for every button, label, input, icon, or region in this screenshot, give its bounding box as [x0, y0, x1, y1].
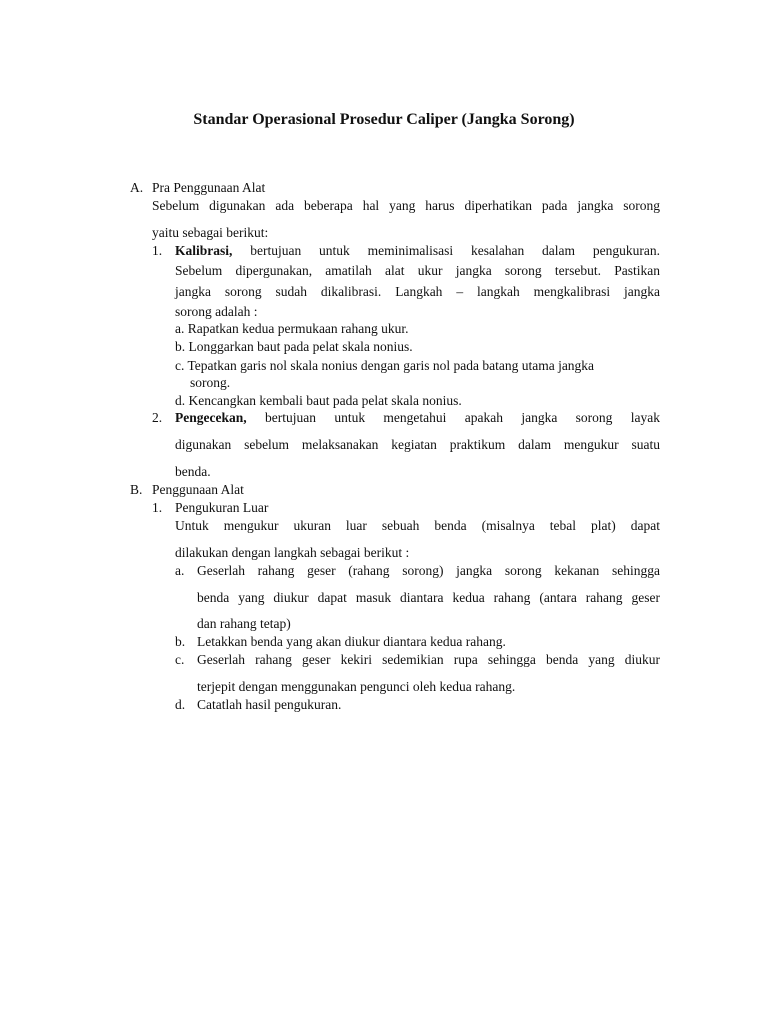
calibration-step: d. Kencangkan kembali baut pada pelat skala nonius. — [175, 393, 462, 408]
step-line: Geserlah rahang geser (rahang sorong) jangka sorong kekanan sehingga — [197, 563, 660, 578]
section-a-intro-line: Sebelum digunakan ada beberapa hal yang harus diperhatikan pada jangka sorong — [152, 198, 660, 213]
pengecekan-text: bertujuan untuk mengetahui apakah jangka sorong layak — [264, 410, 661, 425]
step-line: terjepit dengan menggunakan pengunci oleh kedua rahang. — [197, 679, 516, 694]
calibration-step-continued: sorong. — [190, 375, 231, 390]
list-number: 1. — [152, 243, 163, 258]
step-marker: b. — [175, 634, 186, 649]
calibration-step: b. Longgarkan baut pada pelat skala nonius. — [175, 339, 413, 354]
subsection-heading: Pengukuran Luar — [175, 500, 269, 515]
list-number: 2. — [152, 410, 163, 425]
step-line: benda yang diukur dapat masuk diantara kedua rahang (antara rahang geser — [197, 590, 660, 605]
kalibrasi-term: Kalibrasi, — [175, 243, 233, 258]
document-title: Standar Operasional Prosedur Caliper (Jangka Sorong) — [193, 111, 575, 128]
step-marker: d. — [175, 697, 186, 712]
paragraph-line: Untuk mengukur ukuran luar sebuah benda (misalnya tebal plat) dapat — [175, 518, 660, 533]
paragraph-line: digunakan sebelum melaksanakan kegiatan praktikum dalam mengukur suatu — [175, 437, 660, 452]
section-a-intro-line: yaitu sebagai berikut: — [152, 225, 269, 240]
calibration-step: a. Rapatkan kedua permukaan rahang ukur. — [175, 321, 409, 336]
paragraph-line: jangka sorong sudah dikalibrasi. Langkah – langkah mengkalibrasi jangka — [175, 284, 660, 299]
paragraph-line: benda. — [175, 464, 211, 479]
kalibrasi-text: bertujuan untuk meminimalisasi kesalahan dalam pengukuran. — [250, 243, 660, 258]
step-line: Geserlah rahang geser kekiri sedemikian rupa sehingga benda yang diukur — [197, 652, 660, 667]
section-a-marker: A. — [130, 180, 144, 195]
paragraph-line: Sebelum dipergunakan, amatilah alat ukur jangka sorong tersebut. Pastikan — [175, 263, 660, 278]
calibration-step: c. Tepatkan garis nol skala nonius dengan garis nol pada batang utama jangka — [175, 358, 595, 373]
paragraph-line: dilakukan dengan langkah sebagai berikut : — [175, 545, 410, 560]
step-marker: a. — [175, 563, 185, 578]
list-number: 1. — [152, 500, 163, 515]
section-a-heading: Pra Penggunaan Alat — [152, 180, 266, 195]
step-marker: c. — [175, 652, 185, 667]
paragraph-line: sorong adalah : — [175, 304, 258, 319]
pengecekan-term: Pengecekan, — [175, 410, 247, 425]
section-b-marker: B. — [130, 482, 143, 497]
step-line: Catatlah hasil pengukuran. — [197, 697, 342, 712]
step-line: Letakkan benda yang akan diukur diantara kedua rahang. — [197, 634, 506, 649]
pengecekan-first-line — [175, 410, 660, 426]
step-line: dan rahang tetap) — [197, 616, 291, 631]
kalibrasi-first-line — [175, 243, 660, 259]
section-b-heading: Penggunaan Alat — [152, 482, 244, 497]
